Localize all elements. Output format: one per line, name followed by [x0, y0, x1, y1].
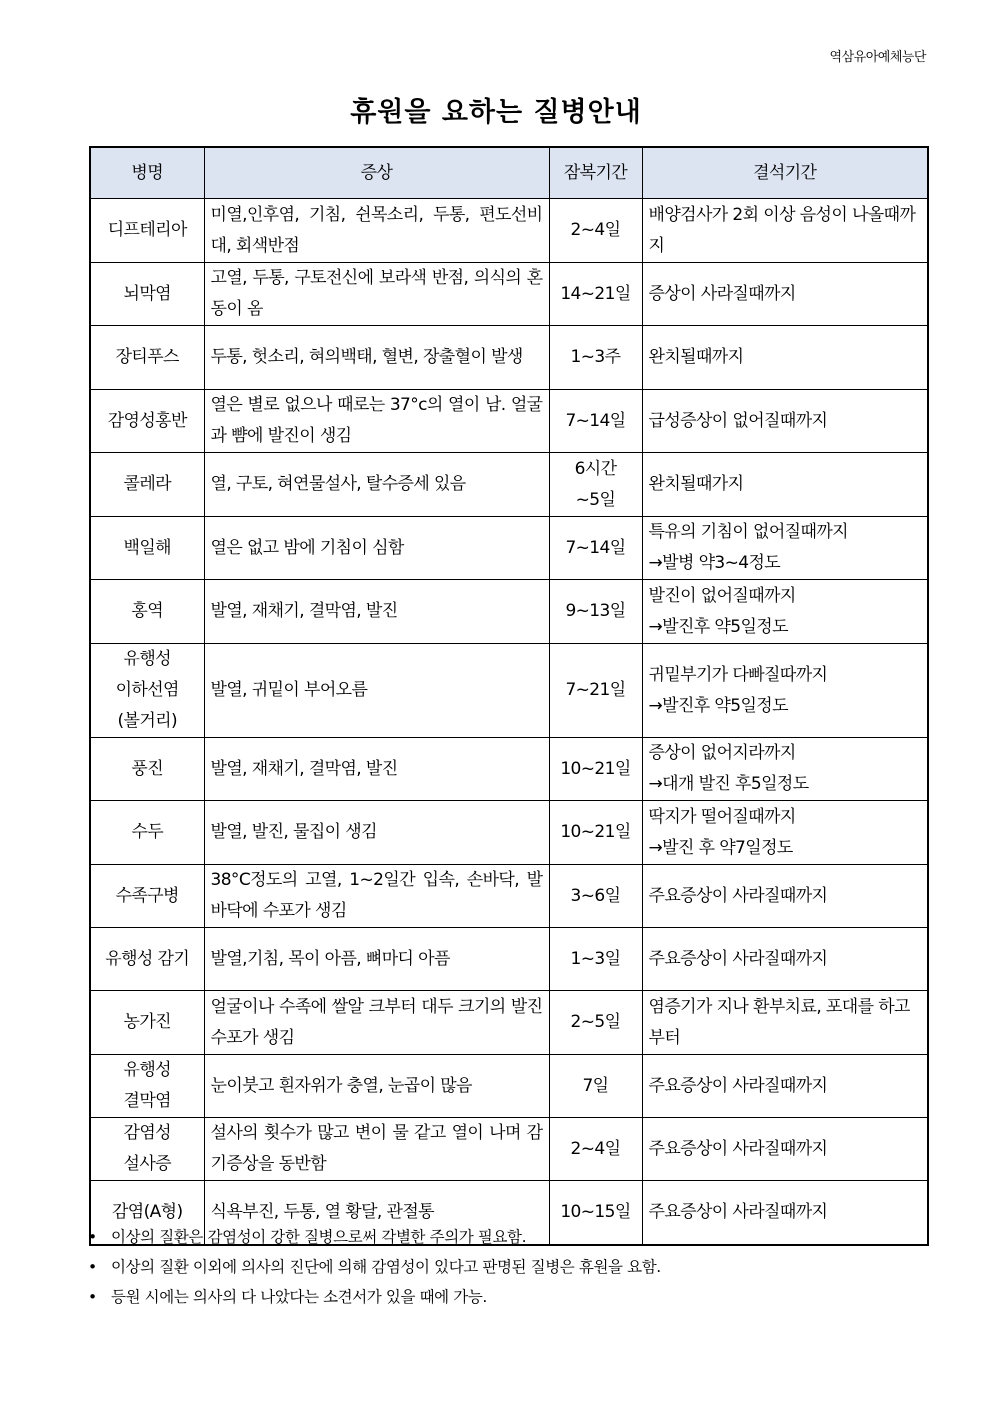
- incubation-cell: 6시간 ~5일: [549, 453, 642, 517]
- symptoms-cell: 38°C정도의 고열, 1~2일간 입속, 손바닥, 발바닥에 수포가 생김: [204, 865, 549, 928]
- column-header-incubation: 잠복기간: [549, 147, 642, 199]
- symptoms-cell: 열은 없고 밤에 기침이 심함: [204, 517, 549, 580]
- disease-name-cell: 유행성 이하선염 (볼거리): [90, 644, 204, 738]
- disease-name-cell: 감염(A형): [90, 1181, 204, 1245]
- disease-name-cell: 백일해: [90, 517, 204, 580]
- note-item: [80, 1282, 940, 1312]
- note-item: [80, 1222, 940, 1252]
- symptoms-cell: 눈이붓고 흰자위가 충열, 눈곱이 많음: [204, 1055, 549, 1118]
- symptoms-cell: 발열, 재채기, 결막염, 발진: [204, 738, 549, 801]
- table-row: [90, 263, 928, 326]
- disease-name-cell: 디프테리아: [90, 199, 204, 263]
- absence-cell: 증상이 사라질때까지: [642, 263, 928, 326]
- note-item: [80, 1252, 940, 1282]
- disease-name-cell: 뇌막염: [90, 263, 204, 326]
- absence-cell: 완치될때까지: [642, 326, 928, 390]
- incubation-cell: 7일: [549, 1055, 642, 1118]
- incubation-cell: 1~3일: [549, 928, 642, 991]
- symptoms-cell: 발열,기침, 목이 아픔, 뼈마디 아픔: [204, 928, 549, 991]
- incubation-cell: 10~15일: [549, 1181, 642, 1245]
- disease-name-cell: 장티푸스: [90, 326, 204, 390]
- column-header-absence: 결석기간: [642, 147, 928, 199]
- incubation-cell: 1~3주: [549, 326, 642, 390]
- symptoms-cell: 발열, 발진, 물집이 생김: [204, 801, 549, 865]
- symptoms-cell: 설사의 횟수가 많고 변이 물 같고 열이 나며 감기증상을 동반함: [204, 1118, 549, 1181]
- disease-name-cell: 감염성 설사증: [90, 1118, 204, 1181]
- incubation-cell: 2~4일: [549, 1118, 642, 1181]
- disease-name-cell: 풍진: [90, 738, 204, 801]
- disease-name-cell: 감영성홍반: [90, 390, 204, 453]
- disease-name-cell: 수두: [90, 801, 204, 865]
- symptoms-cell: 열, 구토, 혀연물설사, 탈수증세 있음: [204, 453, 549, 517]
- absence-cell: 주요증상이 사라질때까지: [642, 1181, 928, 1245]
- table-header-row: [90, 147, 928, 199]
- absence-cell: 주요증상이 사라질때까지: [642, 1118, 928, 1181]
- absence-cell: 특유의 기침이 없어질때까지 →발병 약3~4정도: [642, 517, 928, 580]
- incubation-cell: 7~14일: [549, 517, 642, 580]
- table-row: [90, 801, 928, 865]
- symptoms-cell: 식욕부진, 두통, 열 황달, 관절통: [204, 1181, 549, 1245]
- incubation-cell: 2~5일: [549, 991, 642, 1055]
- symptoms-cell: 발열, 재채기, 결막염, 발진: [204, 580, 549, 644]
- symptoms-cell: 고열, 두통, 구토전신에 보라색 반점, 의식의 혼동이 옴: [204, 263, 549, 326]
- table-row: [90, 1055, 928, 1118]
- disease-name-cell: 수족구병: [90, 865, 204, 928]
- table-row: [90, 928, 928, 991]
- table-row: [90, 390, 928, 453]
- absence-cell: 주요증상이 사라질때까지: [642, 865, 928, 928]
- page-title: 휴원을 요하는 질병안내: [350, 97, 642, 128]
- incubation-cell: 14~21일: [549, 263, 642, 326]
- incubation-cell: 10~21일: [549, 738, 642, 801]
- disease-name-cell: 농가진: [90, 991, 204, 1055]
- absence-cell: 배양검사가 2회 이상 음성이 나올때까지: [642, 199, 928, 263]
- table-row: [90, 453, 928, 517]
- absence-cell: 주요증상이 사라질때까지: [642, 1055, 928, 1118]
- table-row: [90, 644, 928, 738]
- absence-cell: 주요증상이 사라질때까지: [642, 928, 928, 991]
- bullet-icon: •: [88, 1288, 97, 1306]
- absence-cell: 딱지가 떨어질때까지 →발진 후 약7일정도: [642, 801, 928, 865]
- incubation-cell: 7~14일: [549, 390, 642, 453]
- column-header-symptoms: 증상: [204, 147, 549, 199]
- incubation-cell: 10~21일: [549, 801, 642, 865]
- notes-list: [80, 1222, 940, 1312]
- table-row: [90, 738, 928, 801]
- absence-cell: 급성증상이 없어질때까지: [642, 390, 928, 453]
- bullet-icon: •: [88, 1258, 97, 1276]
- incubation-cell: 2~4일: [549, 199, 642, 263]
- table-body: [90, 199, 928, 1245]
- absence-cell: 발진이 없어질때까지 →발진후 약5일정도: [642, 580, 928, 644]
- table-row: [90, 991, 928, 1055]
- incubation-cell: 9~13일: [549, 580, 642, 644]
- note-text: 이상의 질환 이외에 의사의 진단에 의해 감염성이 있다고 판명된 질병은 휴원을 요함.: [111, 1258, 661, 1276]
- table-row: [90, 865, 928, 928]
- note-text: 이상의 질환은 감염성이 강한 질병으로써 각별한 주의가 필요함.: [111, 1228, 527, 1246]
- disease-table: [89, 146, 929, 1246]
- table-row: [90, 1118, 928, 1181]
- disease-name-cell: 유행성 결막염: [90, 1055, 204, 1118]
- table-row: [90, 580, 928, 644]
- incubation-cell: 7~21일: [549, 644, 642, 738]
- disease-name-cell: 유행성 감기: [90, 928, 204, 991]
- column-header-disease: 병명: [90, 147, 204, 199]
- table-row: [90, 517, 928, 580]
- table-row: [90, 326, 928, 390]
- symptoms-cell: 미열,인후염, 기침, 쉰목소리, 두통, 편도선비대, 회색반점: [204, 199, 549, 263]
- bullet-icon: •: [88, 1228, 97, 1246]
- organization-name: 역삼유아예체능단: [829, 50, 926, 65]
- absence-cell: 귀밑부기가 다빠질따까지 →발진후 약5일정도: [642, 644, 928, 738]
- symptoms-cell: 열은 별로 없으나 때로는 37°c의 열이 남. 얼굴과 뺨에 발진이 생김: [204, 390, 549, 453]
- symptoms-cell: 두통, 헛소리, 혀의백태, 혈변, 장출혈이 발생: [204, 326, 549, 390]
- absence-cell: 염증기가 지나 환부치료, 포대를 하고부터: [642, 991, 928, 1055]
- symptoms-cell: 발열, 귀밑이 부어오름: [204, 644, 549, 738]
- note-text: 등원 시에는 의사의 다 나았다는 소견서가 있을 때에 가능.: [111, 1288, 487, 1306]
- absence-cell: 증상이 없어지라까지 →대개 발진 후5일정도: [642, 738, 928, 801]
- incubation-cell: 3~6일: [549, 865, 642, 928]
- disease-name-cell: 콜레라: [90, 453, 204, 517]
- disease-name-cell: 홍역: [90, 580, 204, 644]
- table-row: [90, 199, 928, 263]
- absence-cell: 완치될때가지: [642, 453, 928, 517]
- symptoms-cell: 얼굴이나 수족에 쌀알 크부터 대두 크기의 발진 수포가 생김: [204, 991, 549, 1055]
